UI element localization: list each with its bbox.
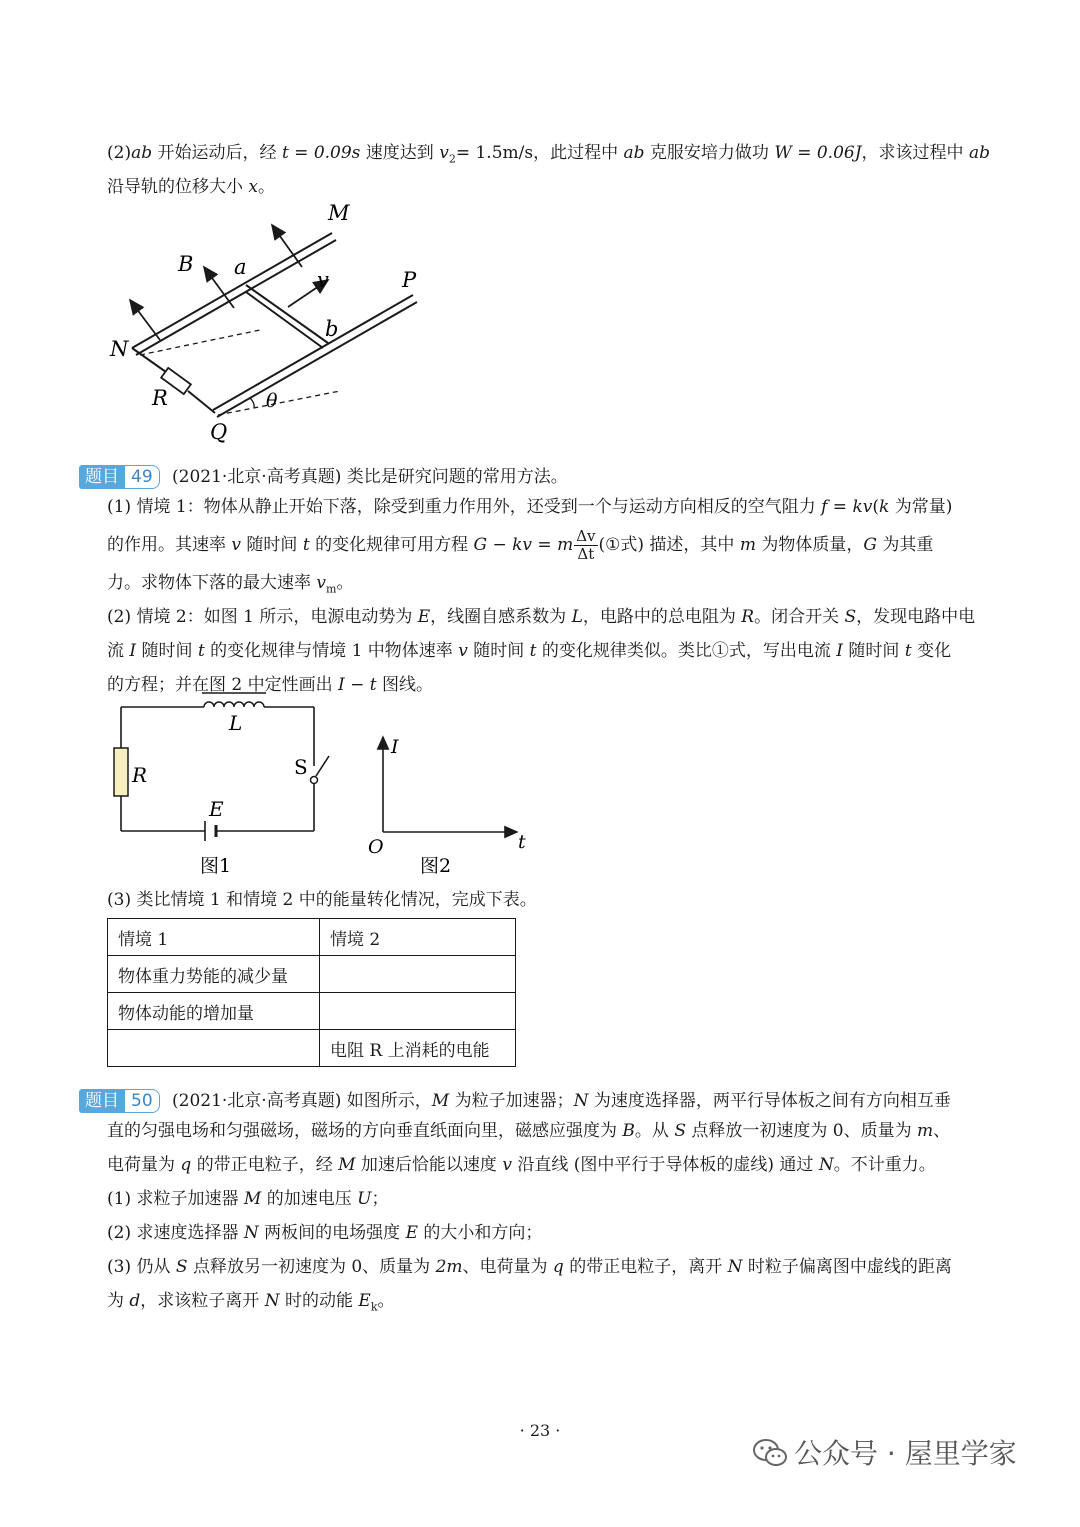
- caption-fig2: 图2: [420, 855, 452, 877]
- table-cell: 物体动能的增加量: [108, 993, 320, 1030]
- table-cell: 情境 2: [320, 919, 516, 956]
- graph-figure-2: [360, 728, 540, 883]
- rail-NM: [132, 233, 332, 348]
- table-cell: 情境 1: [108, 919, 320, 956]
- watermark: 公众号 · 屋里学家: [752, 1432, 1017, 1472]
- table-row: [108, 956, 516, 993]
- label-a: a: [234, 255, 247, 279]
- q48-line2: 沿导轨的位移大小 x。: [107, 177, 275, 197]
- rail-QP: [213, 295, 413, 410]
- q49-p2-line1: (2) 情境 2：如图 1 所示，电源电动势为 E，线圈自感系数为 L，电路中的总电阻为 R。闭合开关 S，发现电路中电: [107, 607, 976, 627]
- q50-body: [172, 1084, 1072, 1118]
- label-E: E: [209, 797, 224, 821]
- q50-line5: (2) 求速度选择器 N 两板间的电场强度 E 的大小和方向；: [107, 1223, 543, 1243]
- q50-line1: (2021·北京·高考真题) 如图所示，M 为粒子加速器；N 为速度选择器，两平行导体板之间有方向相互垂: [172, 1091, 951, 1111]
- rail-diagram: [100, 195, 440, 450]
- q50-line6: (3) 仍从 S 点释放另一初速度为 0、质量为 2m、电荷量为 q 的带正电粒子，离开 N 时粒子偏离图中虚线的距离: [107, 1257, 952, 1277]
- label-t: t: [518, 831, 526, 853]
- q48-part2-text: [107, 136, 1007, 204]
- label-P: P: [402, 268, 417, 292]
- inductor-L: [204, 702, 264, 707]
- q50-badge-label: 题目: [79, 1089, 125, 1113]
- q49-p1-line2: 的作用。其速率 v 随时间 t 的变化规律可用方程 G − kv = m $\frac{\Delta v}{\Delta t}$ (①式) 描述，其中 m 为物体质量，G 为其重: [107, 527, 934, 563]
- table-cell: 物体重力势能的减少量: [108, 956, 320, 993]
- circuit-figure-1: [100, 688, 340, 883]
- page-number: · 23 ·: [519, 1421, 561, 1440]
- q48-line1: (2)ab 开始运动后，经 t = 0.09s 速度达到 $v_2= 1.5m/s$，此过程中 ab 克服安培力做功 W = 0.06J，求该过程中 ab: [107, 143, 990, 166]
- resistor-R-fig1: [114, 748, 128, 796]
- table-row: [108, 919, 516, 956]
- fraction-dv-dt: $\frac{\Delta v}{\Delta t}$: [576, 527, 596, 563]
- table-cell: 电阻 R 上消耗的电能: [320, 1030, 516, 1067]
- label-M: M: [328, 201, 350, 225]
- q50-line3: 电荷量为 q 的带正电粒子，经 M 加速后恰能以速度 v 沿直线 (图中平行于导体板的虚线) 通过 N。不计重力。: [107, 1155, 936, 1175]
- q49-source: (2021·北京·高考真题) 类比是研究问题的常用方法。: [172, 467, 568, 487]
- label-v: v: [317, 268, 329, 292]
- q50-body-rest: [107, 1114, 1007, 1318]
- label-Q: Q: [210, 420, 228, 444]
- q49-part3: (3) 类比情境 1 和情境 2 中的能量转化情况，完成下表。: [107, 890, 537, 910]
- label-I: I: [391, 736, 399, 758]
- label-L: L: [229, 711, 243, 735]
- caption-fig1: 图1: [200, 855, 232, 877]
- label-theta: θ: [266, 390, 278, 412]
- table-row: [108, 993, 516, 1030]
- q50-line4: (1) 求粒子加速器 M 的加速电压 U；: [107, 1189, 389, 1209]
- table-cell: [108, 1030, 320, 1067]
- q49-p1-line3: 力。求物体下落的最大速率 $v_m$。: [107, 573, 354, 596]
- wechat-icon: [752, 1438, 788, 1468]
- q50-badge-number: 50: [125, 1089, 160, 1113]
- rod-ab: [246, 285, 328, 343]
- table-cell: [320, 956, 516, 993]
- label-O: O: [368, 836, 384, 858]
- switch-S: [316, 756, 329, 776]
- table-cell: [320, 993, 516, 1030]
- label-R: R: [152, 386, 168, 410]
- q50-line7: 为 d，求该粒子离开 N 时的动能 $E_k$。: [107, 1291, 395, 1314]
- q50-line2: 直的匀强电场和匀强磁场，磁场的方向垂直纸面向里，磁感应强度为 B。从 S 点释放一初速度为 0、质量为 m、: [107, 1121, 951, 1141]
- label-R-fig1: R: [132, 763, 148, 787]
- q49-badge-label: 题目: [79, 465, 125, 489]
- label-B: B: [178, 252, 194, 276]
- label-N: N: [110, 337, 129, 361]
- q49-p1-line1: (1) 情境 1：物体从静止开始下落，除受到重力作用外，还受到一个与运动方向相反的空气阻力 f = kv(k 为常量): [107, 497, 953, 517]
- q50-badge: [79, 1089, 160, 1113]
- label-S: S: [294, 755, 308, 779]
- q49-body: [107, 490, 1007, 702]
- table-row: [108, 1030, 516, 1067]
- energy-table: [107, 918, 516, 1067]
- q49-p2-line2: 流 I 随时间 t 的变化规律与情境 1 中物体速率 v 随时间 t 的变化规律类似。类比①式，写出电流 I 随时间 t 变化: [107, 641, 952, 661]
- q49-p2-line3: 的方程；并在图 2 中定性画出 I − t 图线。: [107, 675, 434, 695]
- q49-badge-number: 49: [125, 465, 160, 489]
- q49-badge: [79, 465, 160, 489]
- label-b: b: [325, 317, 339, 341]
